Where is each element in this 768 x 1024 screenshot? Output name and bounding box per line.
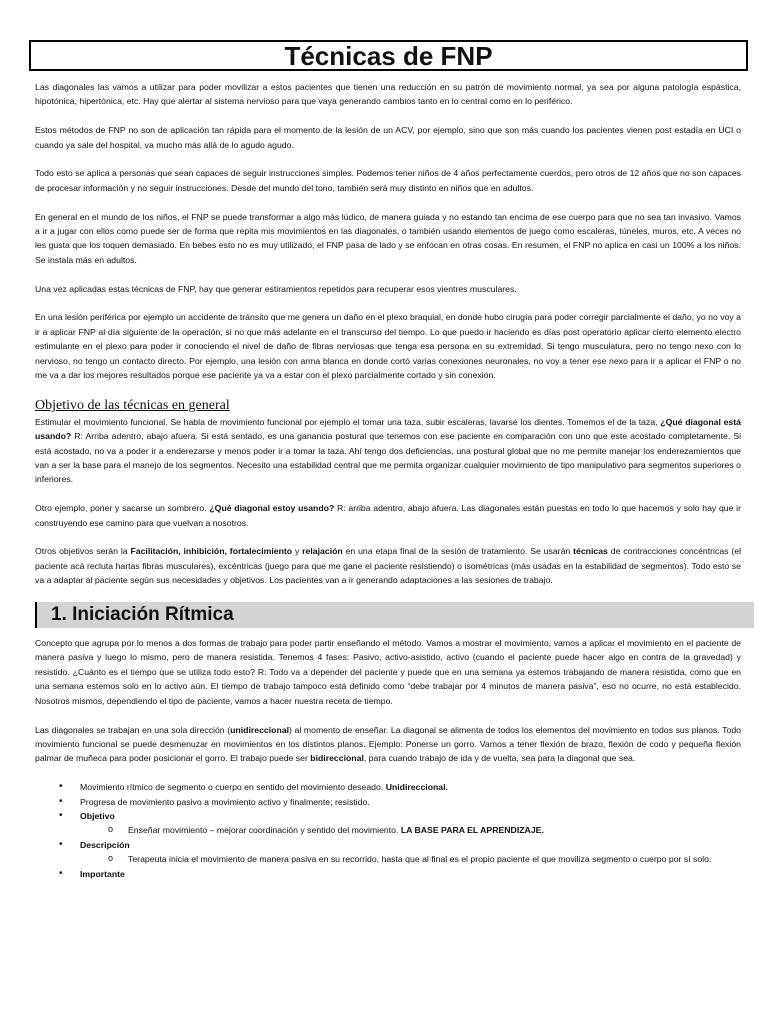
- sub-list-item: [80, 823, 741, 837]
- bold-term: Facilitación, inhibición, fortalecimiento: [130, 546, 293, 557]
- paragraph: Concepto que agrupa por lo menos a dos formas de trabajo para poder partir enseñando el método. Vamos a mostrar el movimiento, vamos a aplicar el movimiento en el paciente de manera pasiva y luego lo mismo, pero de manera resistida. Tenemos 4 fases: Pasivo, activo-asistido, activo (cuando el paciente puede hacer algo en contra de la gravedad) y resistido. ¿Cuánto es el tiempo que se utiliza todo esto? R: Todo va a depender del paciente y puede que en una semana ya estemos trabajando de manera resistida, como que en una semana estemos solo en lo activo aún. El tiempo de trabajo tampoco está definido como “debe trabajar por 4 minutos de manera pasiva”, eso no ocurre, no está establecido. Nosotros mismos, dependiendo el tipo de paciente, vamos a hacer nuestra receta de tiempo.: [35, 638, 741, 706]
- bold-term: LA BASE PARA EL APRENDIZAJE.: [400, 825, 544, 836]
- bold-term: relajación: [302, 546, 343, 557]
- text-run: en una etapa final de la sesión de tratamiento. Se usarán: [342, 546, 574, 557]
- paragraph: En general en el mundo de los niños, el FNP se puede transformar a algo más lúdico, de manera guiada y no estando tan encima de ese cuerpo para que no sea tan invasivo. Vamos a ir a jugar con ellos como puede ser de forma que repita mis movimientos en las diagonales, o también usando elementos de juego como escaleras, túneles, muros, etc. A veces no les gusta que los toquen demasiado. En bebes esto no es muy utilizado, el FNP pasa de lado y se enfocan en otras cosas. En resumen, el FNP no aplica en casi un 100% a los niños. Se instala más en adultos.: [35, 211, 741, 265]
- paragraph: [35, 501, 741, 530]
- paragraph: Las diagonales las vamos a utilizar para poder movilizar a estos pacientes que tienen una reducción en su patrón de movimiento normal, ya sea por alguna patología espástica, hipotónica, hipertónica, etc. Hay que alertar al sistema nervioso para que vaya generando cambios tanto en lo central como en lo periférico.: [35, 82, 741, 107]
- list-item: [35, 780, 741, 794]
- title-box: [29, 40, 748, 71]
- paragraph: [35, 723, 741, 766]
- bold-term: bidireccional: [310, 753, 364, 764]
- text-run: Estimular el movimiento funcional. Se habla de movimiento funcional por ejemplo el tomar una taza, subir escaleras, lavarse los dientes. Tomemos el de la taza,: [35, 416, 661, 427]
- text-run: Terapeuta inicia el movimiento de manera pasiva en su recorrido, hasta que al final es el propio paciente el que moviliza segmento o cuerpo por sí solo.: [128, 854, 712, 865]
- list-item: [35, 809, 741, 838]
- text-run: y: [292, 546, 303, 557]
- bold-term: Unidireccional.: [385, 782, 448, 793]
- bullet-label: Descripción: [80, 839, 130, 850]
- paragraph: Todo esto se aplica a personas que sean capaces de seguir instrucciones simples. Podemos tener niños de 4 años perfectamente cuerdos, pero otros de 12 años que no son capaces de procesar información y no seguir instrucciones. Desde del mundo del tono, también será muy distinto en niños que en adultos.: [35, 168, 741, 193]
- bullet-list: [35, 780, 741, 881]
- text-run: R: arriba adentro, abajo afuera. Las diagonales están puestas en todo lo que hacemos y solo hay que ir construyendo ese camino para que vuelvan a nosotros.: [35, 503, 741, 528]
- sub-list: [80, 823, 741, 837]
- paragraph: Una vez aplicadas estas técnicas de FNP, hay que generar estiramientos repetidos para recuperar esos vientres musculares.: [35, 283, 517, 294]
- list-item: [35, 838, 741, 867]
- document-body: [35, 80, 741, 881]
- text-run: Enseñar movimiento – mejorar coordinación y sentido del movimiento.: [128, 825, 401, 836]
- list-item: [35, 795, 741, 809]
- text-run: Movimiento rítmico de segmento o cuerpo en sentido del movimiento deseado.: [80, 782, 386, 793]
- text-run: Otro ejemplo, poner y sacarse un sombrero.: [35, 503, 210, 514]
- text-run: ) al momento de enseñar. La diagonal se alimenta de todos los elementos del movimiento en todos sus planos. Todo movimiento funcional se puede desmenuzar en movimientos en los distintos planos. Ejemplo: Ponerse un gorro. Vamos a tener flexión de brazo, flexión de codo y pequeña flexión palmar de muñeca para poder posicionar el gorro. El trabajo puede ser: [35, 724, 741, 764]
- objectives-heading: Objetivo de las técnicas en general: [35, 397, 230, 413]
- text-run: Las diagonales se trabajan en una sola dirección (: [35, 724, 231, 735]
- text-run: R: Arriba adentro, abajo afuera. Si está sentado, es una ganancia postural que tenemos con ese paciente en comparación con uno que este acostado completamente. Si está acostado, no va a poder ir a enderezarse y menos poder ir a tomar la taza. Ahí tengo dos deficiencias, una postural global que no me permite manejar los enderezamientos que van a ser la base para el manejo de los segmentos. Necesito una estabilidad central que me permita organizar cualquier movimiento de tipo manipulativo para segmentos superiores o inferiores.: [35, 431, 741, 485]
- bold-question: ¿Qué diagonal está usando?: [35, 416, 741, 442]
- sub-list-item: [80, 852, 741, 866]
- page-title: Técnicas de FNP: [284, 40, 493, 71]
- paragraph: [35, 544, 741, 587]
- section-heading: 1. Iniciación Rítmica: [35, 602, 754, 628]
- text-run: de contracciones concéntricas (el paciente acá recluta hartas fibras musculares), excéntricas (juego para que me gane el paciente resistiendo) o isométricas (más usadas en la estabilidad de segmentos). Todo esto se va a adaptar al paciente según sus necesidades y objetivos. Los pacientes van a ir generando adaptaciones a las sesiones de trabajo.: [35, 546, 742, 586]
- paragraph: En una lesión periférica por ejemplo un accidente de tránsito que me genera un daño en el plexo braquial, en donde hubo cirugía para poder corregir parcialmente el daño, yo no voy a ir a aplicar FNP al día siguiente de la operación, si no que más adelante en el transcurso del tiempo. Lo que puedo ir haciendo es días post operatorio aplicar cierto elemento electro estimulante en el plexo para poder ir conociendo el nivel de daño de fibras nerviosas que tenga esa persona en su extremidad. Si tengo musculatura, pero no tengo nexo con lo nervioso, no tengo un contacto directo. Por ejemplo, una lesión con arma blanca en donde cortó varias conexiones neuronales, no voy a tener ese nexo para ir a aplicar el FNP o no me va a dar los mejores resultados porque ese paciente ya va a estar con el plexo parcialmente cortado y sin conexión.: [35, 312, 741, 381]
- list-item: [35, 867, 741, 881]
- paragraph: Estos métodos de FNP no son de aplicación tan rápida para el momento de la lesión de un ACV, por ejemplo, sino que son más cuando los pacientes vienen post estadía en UCI o cuando ya sale del hospital, va mucho más allá de lo agudo agudo.: [35, 125, 741, 150]
- bullet-label: Objetivo: [80, 810, 115, 821]
- bold-term: técnicas: [573, 546, 608, 557]
- bullet-label: Importante: [80, 868, 125, 879]
- text-run: , para cuando trabajo de ida y de vuelta, sea para la diagonal que sea.: [363, 753, 636, 764]
- paragraph: [35, 415, 741, 487]
- bold-term: unidireccional: [230, 724, 290, 735]
- text-run: Progresa de movimiento pasivo a movimiento activo y finalmente; resistido.: [80, 796, 370, 807]
- text-run: Otros objetivos serán la: [35, 546, 131, 557]
- bold-question: ¿Qué diagonal estoy usando?: [209, 503, 335, 514]
- sub-list: [80, 852, 741, 866]
